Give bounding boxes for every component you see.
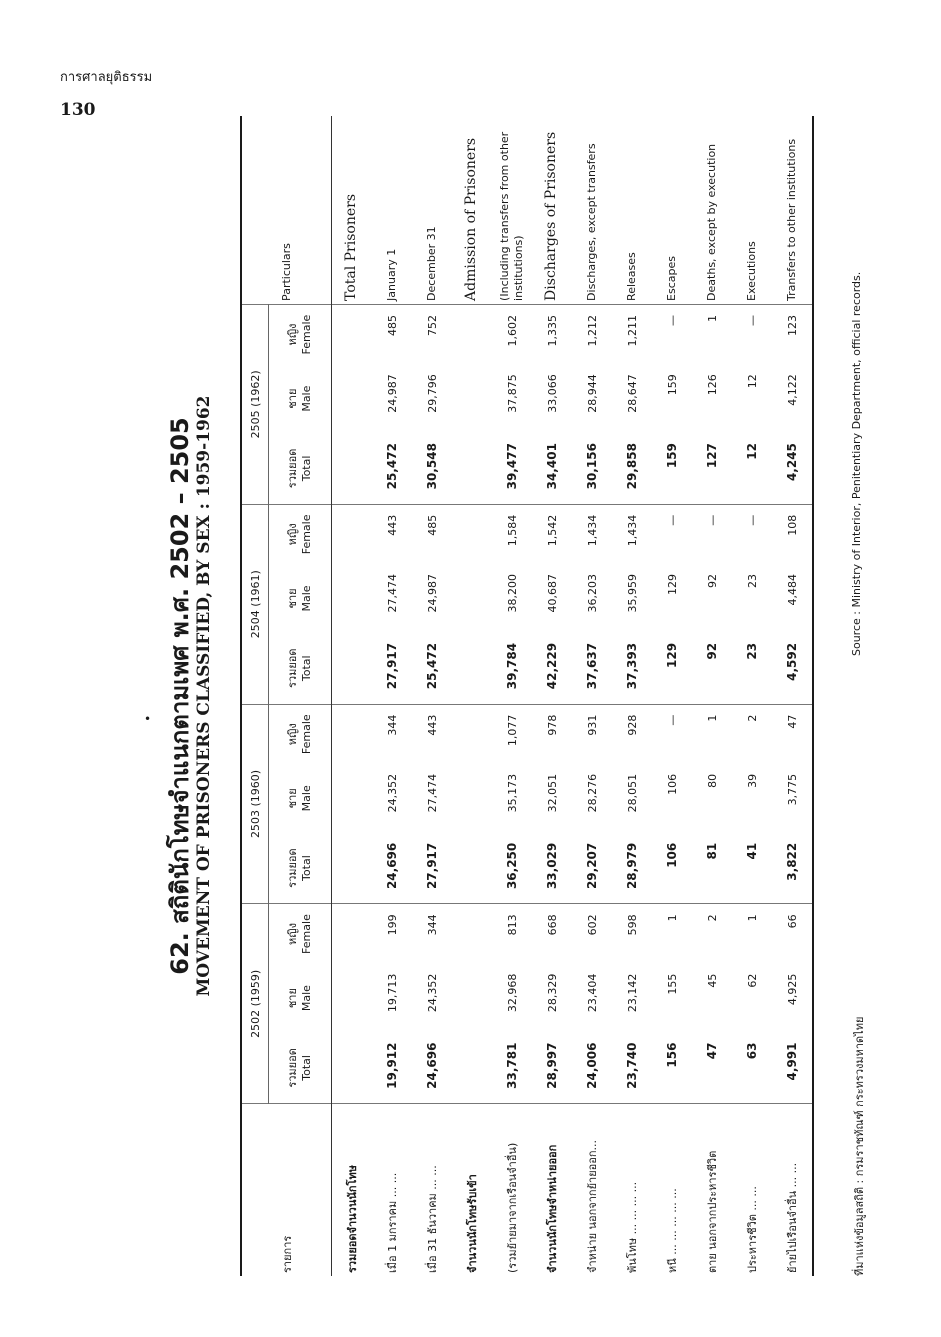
total-label-thai: รวมยอด: [286, 1048, 300, 1088]
female-label-english: Female: [300, 914, 313, 954]
female-cell: 1: [705, 714, 719, 722]
table-number: 62.: [166, 932, 194, 975]
row-label-english: Releases: [612, 116, 652, 304]
total-label-thai: รวมยอด: [286, 448, 300, 489]
prisoner-movement-table: [240, 116, 814, 1276]
title-thai-text: สถิตินักโทษจำแนกตามเพศ พ.ศ. 2502 – 2505: [166, 417, 194, 924]
male-label-english: Male: [300, 585, 313, 612]
table-row: [372, 116, 412, 1276]
total-cell: [332, 433, 373, 504]
total-cell: 29,207: [572, 833, 612, 904]
male-cell: 3,775: [785, 773, 799, 806]
male-cell: [452, 964, 492, 1033]
male-cell: 80: [705, 773, 719, 788]
male-cell: 155: [665, 973, 679, 995]
total-cell: 39,784: [492, 633, 532, 704]
total-cell: [452, 633, 492, 704]
bullet-mark: •: [144, 712, 152, 726]
male-cell: 23,142: [625, 973, 639, 1013]
male-cell: 92: [705, 574, 719, 589]
female-cell: 1,212: [585, 314, 599, 347]
male-cell: 106: [665, 773, 679, 795]
row-label-thai: ตาย นอกจากประหารชีวิต: [706, 1150, 719, 1273]
male-cell: [332, 364, 373, 433]
total-cell: [452, 1033, 492, 1104]
total-cell: [332, 633, 373, 704]
male-label-thai: ชาย: [286, 988, 300, 1009]
male-cell: 28,051: [625, 773, 639, 813]
male-column-header: [269, 564, 332, 633]
female-column-header: [269, 504, 332, 564]
total-cell: 106: [652, 833, 692, 904]
total-column-header: [269, 633, 332, 704]
female-cell: [332, 504, 373, 564]
total-cell: 3,822: [772, 833, 813, 904]
male-label-thai: ชาย: [286, 788, 300, 809]
male-cell: 33,066: [545, 374, 559, 413]
row-label-thai: (รวมย้ายมาจากเรือนจำอื่น): [506, 1142, 519, 1273]
male-cell: 28,944: [585, 374, 599, 413]
female-cell: 1: [745, 914, 759, 922]
female-cell: 931: [585, 714, 599, 736]
total-cell: 39,477: [492, 433, 532, 504]
total-cell: 23: [732, 633, 772, 704]
female-cell: 443: [385, 514, 399, 536]
male-cell: [332, 564, 373, 633]
total-cell: 41: [732, 833, 772, 904]
row-label-english: Escapes: [652, 116, 692, 304]
female-cell: 344: [425, 914, 439, 936]
total-label-thai: รวมยอด: [286, 648, 300, 689]
source-note-english: Source : Ministry of Interior, Penitentiary Department, official records.: [850, 271, 863, 656]
male-cell: 29,796: [425, 374, 439, 413]
total-cell: [452, 433, 492, 504]
male-cell: [332, 764, 373, 833]
female-cell: 47: [785, 714, 799, 729]
thai-items-header: รายการ: [241, 1104, 332, 1276]
female-cell: —: [705, 514, 719, 526]
female-label-english: Female: [300, 514, 313, 555]
total-label-english: Total: [300, 855, 313, 881]
year-header-1962: 2505 (1962): [241, 304, 269, 504]
total-cell: 36,250: [492, 833, 532, 904]
male-label-english: Male: [300, 385, 313, 412]
female-cell: 1,077: [505, 714, 519, 747]
male-cell: 35,173: [505, 773, 519, 813]
total-cell: [332, 833, 373, 904]
male-cell: 23: [745, 574, 759, 589]
female-cell: —: [665, 314, 679, 326]
header-ministry: การศาลยุติธรรม: [60, 70, 153, 85]
male-cell: 23,404: [585, 973, 599, 1013]
female-cell: —: [665, 714, 679, 726]
row-label-english: Discharges of Prisoners: [532, 116, 572, 304]
total-column-header: [269, 833, 332, 904]
table-row: [652, 116, 692, 1276]
male-cell: [452, 564, 492, 633]
male-cell: 62: [745, 973, 759, 988]
male-cell: 24,352: [425, 973, 439, 1013]
female-cell: 1: [705, 314, 719, 322]
year-header-1961: 2504 (1961): [241, 504, 269, 704]
male-cell: 24,352: [385, 773, 399, 813]
total-cell: [452, 833, 492, 904]
row-label-english: Total Prisoners: [332, 116, 373, 304]
male-cell: 126: [705, 374, 719, 396]
table-row: [412, 116, 452, 1276]
female-cell: [452, 704, 492, 764]
row-label-english: Executions: [732, 116, 772, 304]
row-label-thai: หนี ... ... ... ... ...: [666, 1188, 679, 1273]
female-cell: 1,335: [545, 314, 559, 347]
female-cell: 123: [785, 314, 799, 336]
female-cell: 1,434: [585, 514, 599, 547]
female-cell: 598: [625, 914, 639, 936]
female-cell: 978: [545, 714, 559, 736]
table-title-english: MOVEMENT OF PRISONERS CLASSIFIED, BY SEX : 1959-1962: [194, 395, 214, 997]
female-cell: 602: [585, 914, 599, 936]
total-cell: 24,006: [572, 1033, 612, 1104]
female-cell: [332, 704, 373, 764]
total-cell: 27,917: [372, 633, 412, 704]
male-cell: 27,474: [425, 773, 439, 813]
male-cell: 24,987: [425, 574, 439, 613]
row-label-thai: ประหารชีวิต ... ...: [746, 1186, 759, 1273]
female-cell: [452, 504, 492, 564]
male-cell: 12: [745, 374, 759, 389]
total-cell: 30,156: [572, 433, 612, 504]
total-cell: 4,245: [772, 433, 813, 504]
year-header-1959: 2502 (1959): [241, 904, 269, 1104]
male-column-header: [269, 764, 332, 833]
year-header-1960: 2503 (1960): [241, 704, 269, 904]
female-cell: —: [665, 514, 679, 526]
row-label-thai: ย้ายไปเรือนจำอื่น ... ...: [786, 1162, 799, 1273]
table-row: [732, 116, 772, 1276]
female-cell: 199: [385, 914, 399, 936]
total-label-english: Total: [300, 1055, 313, 1081]
female-label-thai: หญิง: [286, 323, 300, 346]
female-cell: 2: [705, 914, 719, 922]
female-cell: 752: [425, 314, 439, 336]
year-header-row: [241, 116, 269, 1276]
female-cell: 485: [425, 514, 439, 536]
total-column-header: [269, 433, 332, 504]
total-cell: 28,997: [532, 1033, 572, 1104]
particulars-header: Particulars: [241, 116, 332, 304]
female-label-english: Female: [300, 314, 313, 355]
female-label-thai: หญิง: [286, 523, 300, 546]
total-cell: 37,637: [572, 633, 612, 704]
table-row: [492, 116, 532, 1276]
female-cell: 485: [385, 314, 399, 336]
row-label-thai: จำหน่าย นอกจากย้ายออก...: [586, 1139, 599, 1273]
male-label-english: Male: [300, 985, 313, 1012]
total-cell: 33,029: [532, 833, 572, 904]
female-cell: 66: [785, 914, 799, 929]
row-label-english: Admission of Prisoners: [452, 116, 492, 304]
female-cell: 344: [385, 714, 399, 736]
female-cell: 668: [545, 914, 559, 936]
male-cell: 37,875: [505, 374, 519, 413]
table-row: [452, 116, 492, 1276]
male-cell: 38,200: [505, 574, 519, 613]
row-label-thai: เมื่อ 1 มกราคม ... ...: [386, 1172, 399, 1273]
male-cell: 45: [705, 973, 719, 988]
table-row: [692, 116, 732, 1276]
row-label-thai: พ้นโทษ ... ... ... ...: [626, 1181, 639, 1273]
female-cell: —: [745, 314, 759, 326]
female-column-header: [269, 904, 332, 964]
total-cell: 127: [692, 433, 732, 504]
table-row: [532, 116, 572, 1276]
total-cell: 19,912: [372, 1033, 412, 1104]
total-cell: 23,740: [612, 1033, 652, 1104]
total-label-english: Total: [300, 455, 313, 482]
male-cell: 32,968: [505, 973, 519, 1013]
total-cell: 156: [652, 1033, 692, 1104]
total-cell: 33,781: [492, 1033, 532, 1104]
male-cell: 159: [665, 374, 679, 396]
female-cell: 1,542: [545, 514, 559, 547]
female-column-header: [269, 304, 332, 364]
male-cell: 28,329: [545, 973, 559, 1013]
female-cell: [332, 904, 373, 964]
male-column-header: [269, 964, 332, 1033]
female-label-thai: หญิง: [286, 923, 300, 946]
row-label-english: Deaths, except by execution: [692, 116, 732, 304]
female-cell: [332, 304, 373, 364]
total-cell: 25,472: [372, 433, 412, 504]
male-cell: 35,959: [625, 574, 639, 613]
row-label-thai: รวมยอดจำนวนนักโทษ: [346, 1165, 359, 1273]
female-cell: 1,602: [505, 314, 519, 347]
total-cell: 28,979: [612, 833, 652, 904]
total-cell: 25,472: [412, 633, 452, 704]
row-label-english: Discharges, except transfers: [572, 116, 612, 304]
total-cell: 81: [692, 833, 732, 904]
source-note-thai: ที่มาแห่งข้อมูลสถิติ : กรมราชทัณฑ์ กระทรวงมหาดไทย: [853, 1016, 866, 1276]
male-cell: 4,925: [785, 973, 799, 1006]
total-cell: 12: [732, 433, 772, 504]
row-label-thai: จำนวนนักโทษจำหน่ายออก: [546, 1144, 559, 1273]
total-cell: 159: [652, 433, 692, 504]
male-label-english: Male: [300, 785, 313, 812]
male-label-thai: ชาย: [286, 588, 300, 609]
total-cell: 4,592: [772, 633, 813, 704]
total-cell: 34,401: [532, 433, 572, 504]
male-cell: 4,122: [785, 374, 799, 406]
table-row: [572, 116, 612, 1276]
total-cell: 30,548: [412, 433, 452, 504]
total-label-thai: รวมยอด: [286, 848, 300, 888]
female-column-header: [269, 704, 332, 764]
total-cell: 4,991: [772, 1033, 813, 1104]
total-cell: 63: [732, 1033, 772, 1104]
male-column-header: [269, 364, 332, 433]
row-label-thai: เมื่อ 31 ธันวาคม ... ...: [426, 1165, 439, 1273]
female-cell: 928: [625, 714, 639, 736]
female-label-thai: หญิง: [286, 723, 300, 746]
female-cell: 108: [785, 514, 799, 536]
male-cell: 36,203: [585, 574, 599, 613]
male-cell: [452, 764, 492, 833]
total-column-header: [269, 1033, 332, 1104]
total-label-english: Total: [300, 655, 313, 682]
total-cell: 129: [652, 633, 692, 704]
table-body: [332, 116, 814, 1276]
male-cell: 27,474: [385, 574, 399, 613]
table-row: [612, 116, 652, 1276]
female-cell: —: [745, 514, 759, 526]
total-cell: [332, 1033, 373, 1104]
table-row: [772, 116, 813, 1276]
female-cell: 1,434: [625, 514, 639, 547]
male-cell: 32,051: [545, 773, 559, 813]
male-cell: 129: [665, 574, 679, 596]
female-cell: 1: [665, 914, 679, 922]
row-label-english: January 1: [372, 116, 412, 304]
rotated-table-page: [140, 116, 880, 1276]
female-cell: 1,584: [505, 514, 519, 547]
total-cell: 92: [692, 633, 732, 704]
male-cell: [332, 964, 373, 1033]
total-cell: 24,696: [372, 833, 412, 904]
total-cell: 42,229: [532, 633, 572, 704]
male-cell: 28,276: [585, 773, 599, 813]
total-cell: 24,696: [412, 1033, 452, 1104]
row-label-english: Transfers to other institutions: [772, 116, 813, 304]
row-label-english: December 31: [412, 116, 452, 304]
male-cell: 4,484: [785, 574, 799, 606]
female-cell: 1,211: [625, 314, 639, 347]
male-cell: [452, 364, 492, 433]
total-cell: 27,917: [412, 833, 452, 904]
male-cell: 19,713: [385, 973, 399, 1013]
male-cell: 39: [745, 773, 759, 788]
row-label-thai: จำนวนนักโทษรับเข้า: [466, 1174, 479, 1273]
male-cell: 40,687: [545, 574, 559, 613]
total-cell: 47: [692, 1033, 732, 1104]
male-cell: 24,987: [385, 374, 399, 413]
female-cell: 443: [425, 714, 439, 736]
page-number: 130: [60, 100, 96, 120]
female-cell: [452, 904, 492, 964]
row-label-english: (Including transfers from other institutions): [492, 116, 532, 304]
female-label-english: Female: [300, 714, 313, 755]
female-cell: 813: [505, 914, 519, 936]
male-cell: 28,647: [625, 374, 639, 413]
table-row: [332, 116, 373, 1276]
total-cell: 29,858: [612, 433, 652, 504]
female-cell: [452, 304, 492, 364]
total-cell: 37,393: [612, 633, 652, 704]
female-cell: 2: [745, 714, 759, 722]
male-label-thai: ชาย: [286, 388, 300, 409]
